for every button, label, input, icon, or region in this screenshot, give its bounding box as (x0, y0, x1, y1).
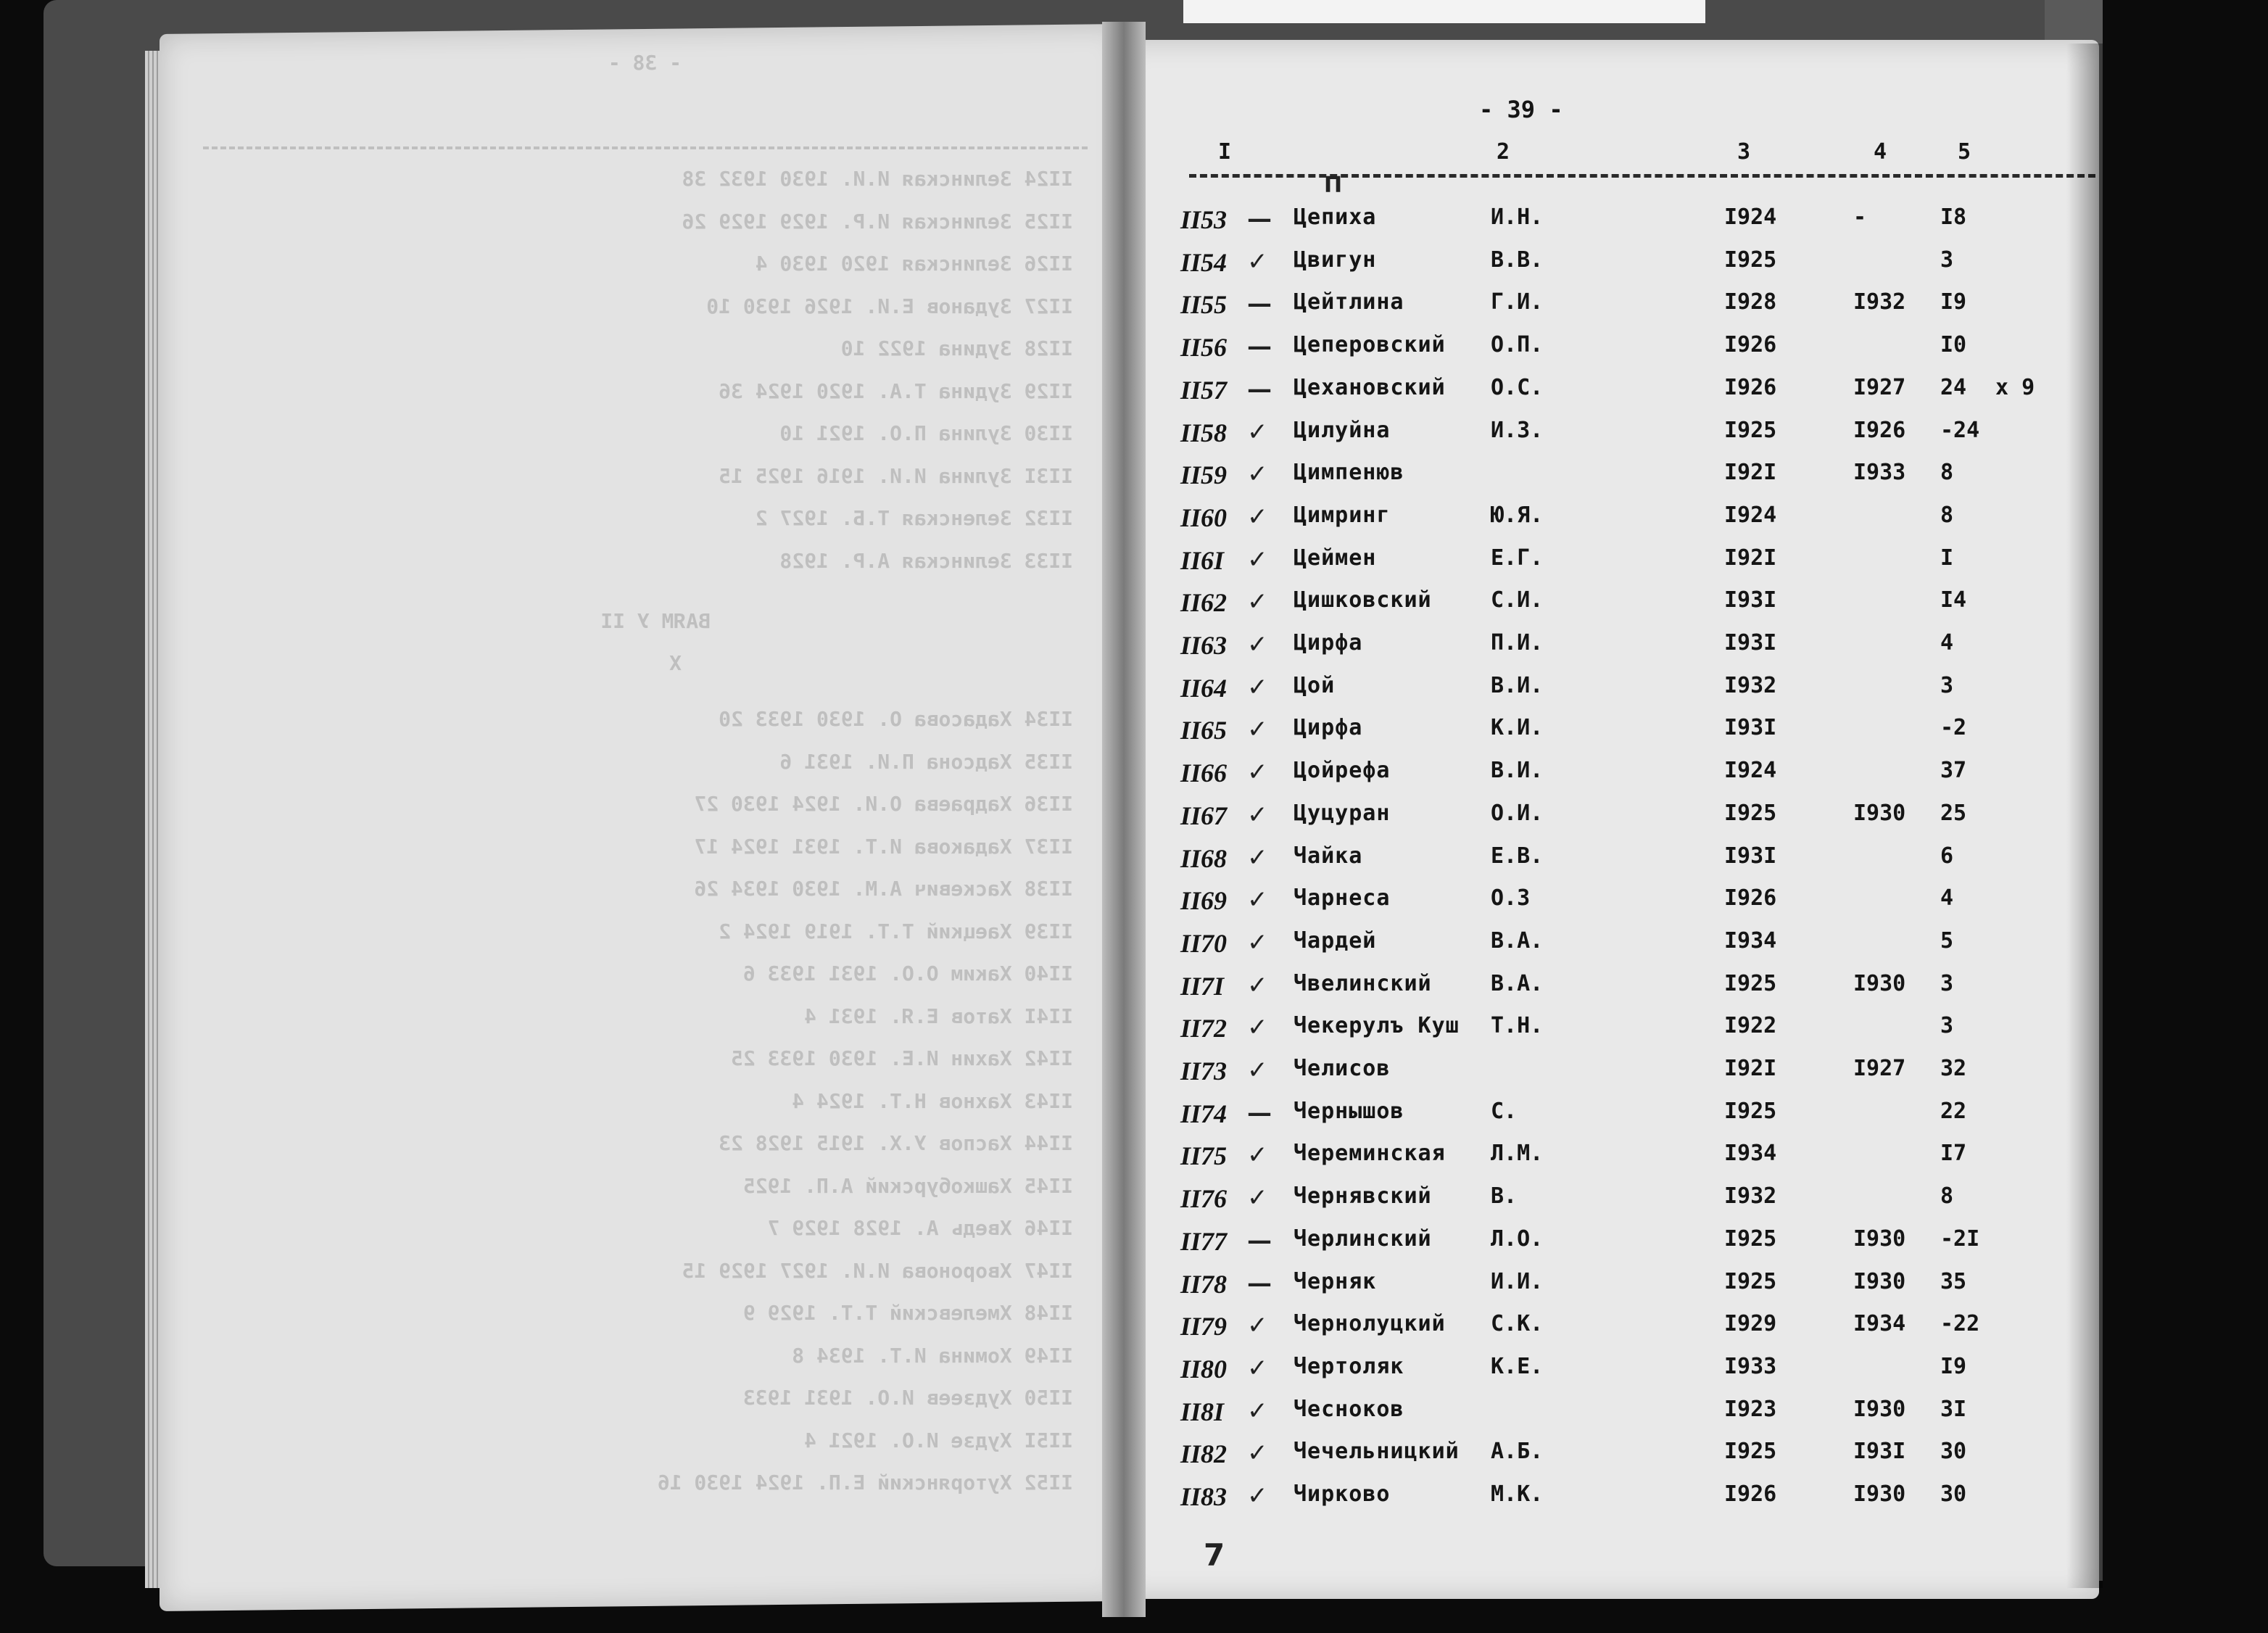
surname: Челисов (1294, 1056, 1391, 1081)
check-mark: ✓ (1247, 927, 1268, 957)
entry-number: II77 (1180, 1226, 1228, 1256)
year-col-4: I930 (1853, 1225, 1906, 1252)
surname: Чесноков (1294, 1396, 1404, 1422)
value-col-5: 37 (1940, 758, 1967, 784)
value-col-5: 4 (1940, 885, 1954, 911)
initials: С.К. (1491, 1311, 1544, 1337)
initials: Т.Н. (1491, 1013, 1544, 1039)
initials: Л.М. (1491, 1141, 1544, 1167)
value-col-5: 30 (1940, 1481, 1967, 1507)
ghost-line: II44 Хаспов У.Х. 1915 1928 23 (719, 1131, 1073, 1155)
initials: П.И. (1491, 630, 1544, 656)
year-col-4: I933 (1853, 460, 1906, 486)
surname: Чечельницкий (1294, 1439, 1460, 1465)
ledger-row (0, 630, 2268, 666)
column-header-1: I (1218, 139, 1232, 165)
ledger-row (0, 1354, 2268, 1390)
column-header-2: 2 (1497, 139, 1510, 165)
surname: Чернявский (1294, 1183, 1432, 1210)
check-mark: — (1247, 1268, 1272, 1298)
ghost-line: II28 Зудина 1922 10 (840, 336, 1073, 360)
ghost-line: II34 Хадасова О. 1930 1933 20 (719, 707, 1073, 731)
ledger-row (0, 1056, 2268, 1092)
ledger-row (0, 1481, 2268, 1518)
ghost-line: II38 Хаскевич А.М. 1930 1934 26 (694, 877, 1073, 901)
entry-number: II8I (1180, 1397, 1225, 1426)
surname: Цуцуран (1294, 800, 1391, 826)
check-mark: ✓ (1247, 545, 1268, 574)
check-mark: ✓ (1247, 758, 1268, 787)
check-mark: ✓ (1247, 1183, 1268, 1213)
ghost-line: II43 Хахнов Н.Т. 1924 4 (792, 1088, 1073, 1113)
initials: М.К. (1491, 1481, 1544, 1507)
value-col-5: 22 (1940, 1098, 1967, 1124)
year-col-4: I927 (1853, 1056, 1906, 1081)
check-mark: — (1247, 1098, 1272, 1128)
year-col-3: I926 (1724, 1481, 1777, 1507)
entry-number: II82 (1180, 1439, 1228, 1469)
year-col-3: I925 (1724, 970, 1777, 996)
initials: В.И. (1491, 758, 1544, 784)
entry-number: II70 (1180, 928, 1228, 958)
ledger-row (0, 503, 2268, 539)
ghost-line: II47 Хворонова И.И. 1927 1929 15 (682, 1258, 1073, 1283)
ledger-row (0, 1439, 2268, 1475)
check-mark: ✓ (1247, 247, 1268, 276)
initials: К.И. (1491, 715, 1544, 741)
initials: О.С. (1491, 374, 1544, 400)
value-col-5: 3I (1940, 1396, 1967, 1422)
ledger-row (0, 375, 2268, 411)
page-number: - 39 - (1479, 96, 1563, 123)
initials: В.В. (1491, 247, 1544, 273)
initials: О.П. (1491, 332, 1544, 358)
year-col-3: I924 (1724, 758, 1777, 784)
check-mark: — (1247, 289, 1272, 319)
ghost-line: II36 Хадраева О.И. 1924 1930 27 (694, 792, 1073, 816)
ledger-row (0, 801, 2268, 837)
year-col-3: I926 (1724, 885, 1777, 911)
value-col-5: -24 (1940, 417, 1980, 443)
ghost-line: II33 Зелинская А.Р. 1928 (779, 548, 1073, 573)
check-mark: ✓ (1247, 1439, 1268, 1468)
initials: Е.В. (1491, 843, 1544, 869)
value-col-5: I8 (1940, 204, 1967, 230)
ledger-row (0, 1226, 2268, 1262)
year-col-3: I92I (1724, 1056, 1777, 1081)
ghost-line: II42 Хахин И.Е. 1930 1933 25 (730, 1046, 1073, 1070)
surname: Цирфа (1294, 715, 1363, 741)
ledger-row (0, 587, 2268, 624)
check-mark: ✓ (1247, 1141, 1268, 1170)
surname: Чардей (1294, 927, 1377, 954)
check-mark: ✓ (1247, 800, 1268, 830)
value-col-5: 3 (1940, 1013, 1954, 1039)
handwritten-bottom-mark: 7 (1204, 1537, 1225, 1573)
value-col-5: 30 (1940, 1439, 1967, 1465)
surname: Цирфа (1294, 630, 1363, 656)
check-mark: ✓ (1247, 630, 1268, 659)
entry-number: II80 (1180, 1354, 1228, 1384)
ghost-line: II30 Зулина П.О. 1921 10 (779, 421, 1073, 445)
ghost-line: II48 Хмелевский Т.Т. 1929 9 (742, 1301, 1073, 1325)
check-mark: ✓ (1247, 460, 1268, 489)
value-col-5: 3 (1940, 672, 1954, 698)
ghost-line: II35 Хадсона П.И. 1931 6 (779, 749, 1073, 774)
value-col-5: I7 (1940, 1141, 1967, 1167)
handwritten-top-mark: П (1324, 173, 1343, 198)
ledger-row (0, 843, 2268, 880)
year-col-3: I925 (1724, 1268, 1777, 1294)
entry-number: II78 (1180, 1269, 1228, 1299)
ghost-line: II25 Зелинская И.Р. 1929 1929 26 (682, 209, 1073, 233)
surname: Цеймен (1294, 545, 1377, 571)
ghost-line: II39 Хаецкий Т.Т. 1919 1924 2 (719, 919, 1073, 943)
ledger-row (0, 545, 2268, 582)
column-header-5: 5 (1958, 139, 1971, 165)
initials: С.И. (1491, 587, 1544, 613)
year-col-4: I930 (1853, 1396, 1906, 1422)
value-col-5: 24 (1940, 374, 1967, 400)
extra-note: x 9 (1995, 374, 2035, 400)
value-col-5: I (1940, 545, 1954, 571)
surname: Чвелинский (1294, 970, 1432, 996)
ghost-line: II52 Хуторянский Е.П. 1924 1930 16 (657, 1471, 1073, 1494)
value-col-5: -2I (1940, 1225, 1980, 1252)
entry-number: II64 (1180, 673, 1228, 703)
check-mark: ✓ (1247, 885, 1268, 915)
year-col-4: I930 (1853, 800, 1906, 826)
year-col-3: I932 (1724, 672, 1777, 698)
entry-number: II66 (1180, 758, 1228, 788)
ledger-row (0, 1013, 2268, 1049)
ledger-row (0, 1183, 2268, 1220)
year-col-4: I932 (1853, 289, 1906, 315)
entry-number: II55 (1180, 290, 1228, 320)
check-mark: ✓ (1247, 1396, 1268, 1426)
surname: Цейтлина (1294, 289, 1404, 315)
initials: О.И. (1491, 800, 1544, 826)
check-mark: — (1247, 1225, 1272, 1255)
value-col-5: 3 (1940, 247, 1954, 273)
year-col-3: I924 (1724, 204, 1777, 230)
initials: В.И. (1491, 672, 1544, 698)
ledger-row (0, 204, 2268, 241)
surname: Черлинский (1294, 1225, 1432, 1252)
entry-number: II65 (1180, 716, 1228, 745)
entry-number: II57 (1180, 375, 1228, 405)
surname: Чайка (1294, 843, 1363, 869)
ledger-row (0, 1269, 2268, 1305)
year-col-3: I929 (1724, 1311, 1777, 1337)
year-col-3: I933 (1724, 1353, 1777, 1379)
entry-number: II83 (1180, 1482, 1228, 1511)
initials: А.Б. (1491, 1439, 1544, 1465)
value-col-5: 32 (1940, 1056, 1967, 1081)
year-col-3: I925 (1724, 1098, 1777, 1124)
initials: Г.И. (1491, 289, 1544, 315)
entry-number: II60 (1180, 503, 1228, 532)
ghost-line: II27 Зуданов Е.И. 1926 1930 10 (706, 294, 1073, 318)
ledger-row (0, 332, 2268, 368)
initials: В. (1491, 1183, 1518, 1210)
value-col-5: I0 (1940, 332, 1967, 358)
value-col-5: 25 (1940, 800, 1967, 826)
entry-number: II53 (1180, 205, 1228, 234)
entry-number: II6I (1180, 545, 1225, 575)
surname: Чернолуцкий (1294, 1311, 1446, 1337)
ledger-row (0, 1397, 2268, 1433)
year-col-3: I93I (1724, 715, 1777, 741)
surname: Цимпенюв (1294, 460, 1404, 486)
ghost-line: II40 Хаким О.О. 1931 1933 6 (742, 962, 1073, 985)
ghost-line: II4I Хатов Е.Я. 1931 4 (804, 1004, 1073, 1028)
ledger-row (0, 885, 2268, 922)
surname: Чирково (1294, 1481, 1391, 1507)
year-col-4: - (1853, 204, 1867, 230)
column-header-4: 4 (1874, 139, 1887, 165)
ghost-letter: Х (669, 651, 682, 675)
year-col-3: I922 (1724, 1013, 1777, 1039)
check-mark: ✓ (1247, 970, 1268, 1000)
year-col-4: I930 (1853, 970, 1906, 996)
entry-number: II69 (1180, 886, 1228, 916)
year-col-3: I93I (1724, 843, 1777, 869)
check-mark: ✓ (1247, 587, 1268, 617)
initials: Л.О. (1491, 1225, 1544, 1252)
entry-number: II72 (1180, 1014, 1228, 1043)
value-col-5: 8 (1940, 460, 1954, 486)
surname: Цой (1294, 672, 1336, 698)
initials: К.Е. (1491, 1353, 1544, 1379)
entry-number: II62 (1180, 588, 1228, 618)
check-mark: ✓ (1247, 715, 1268, 745)
check-mark: ✓ (1247, 1013, 1268, 1043)
value-col-5: 5 (1940, 927, 1954, 954)
ledger-row (0, 1141, 2268, 1177)
initials: В.А. (1491, 970, 1544, 996)
check-mark: — (1247, 332, 1272, 362)
entry-number: II58 (1180, 418, 1228, 447)
initials: Е.Г. (1491, 545, 1544, 571)
year-col-3: I934 (1724, 1141, 1777, 1167)
year-col-3: I925 (1724, 1225, 1777, 1252)
ledger-row (0, 460, 2268, 496)
initials: С. (1491, 1098, 1518, 1124)
entry-number: II67 (1180, 801, 1228, 830)
ghost-line: II37 Хадакова И.Т. 1931 1924 17 (694, 834, 1073, 859)
surname: Чернышов (1294, 1098, 1404, 1124)
check-mark: ✓ (1247, 502, 1268, 532)
check-mark: ✓ (1247, 672, 1268, 702)
surname: Чарнеса (1294, 885, 1391, 911)
ghost-line: II46 Хведь А. 1928 1929 7 (767, 1216, 1073, 1240)
entry-number: II73 (1180, 1057, 1228, 1086)
surname: Цимринг (1294, 502, 1391, 528)
value-col-5: 3 (1940, 970, 1954, 996)
column-header-3: 3 (1737, 139, 1751, 165)
value-col-5: -22 (1940, 1311, 1980, 1337)
year-col-4: I930 (1853, 1268, 1906, 1294)
check-mark: ✓ (1247, 1353, 1268, 1383)
check-mark: ✓ (1247, 1481, 1268, 1510)
check-mark: ✓ (1247, 1056, 1268, 1085)
ghost-heading: ВАЯМ У II (600, 609, 711, 633)
ghost-line: II32 Зеленская Т.Б. 1927 2 (755, 506, 1073, 530)
value-col-5: 6 (1940, 843, 1954, 869)
year-col-4: I927 (1853, 374, 1906, 400)
value-col-5: -2 (1940, 715, 1967, 741)
year-col-3: I925 (1724, 800, 1777, 826)
check-mark: ✓ (1247, 843, 1268, 872)
surname: Чекерулъ Куш (1294, 1013, 1460, 1039)
surname: Цеперовский (1294, 332, 1446, 358)
value-col-5: 4 (1940, 630, 1954, 656)
entry-number: II56 (1180, 333, 1228, 363)
value-col-5: I9 (1940, 289, 1967, 315)
ghost-line: II29 Зудина Т.А. 1920 1924 36 (719, 379, 1073, 403)
surname: Цвигун (1294, 247, 1377, 273)
year-col-3: I926 (1724, 374, 1777, 400)
ghost-line: II45 Хашкобурский А.П. 1925 (742, 1173, 1073, 1198)
page-shadow (2066, 44, 2103, 1588)
initials: О.З (1491, 885, 1531, 911)
year-col-3: I92I (1724, 460, 1777, 486)
ghost-line: II50 Худзеев И.О. 1931 1933 (742, 1386, 1073, 1410)
surname: Чертоляк (1294, 1353, 1404, 1379)
ledger-row (0, 1099, 2268, 1135)
ledger-row (0, 928, 2268, 964)
initials: И.И. (1491, 1268, 1544, 1294)
surname: Цепиха (1294, 204, 1377, 230)
ghost-line: II49 Хомина И.Т. 1934 8 (792, 1343, 1073, 1368)
year-col-3: I923 (1724, 1396, 1777, 1422)
entry-number: II7I (1180, 971, 1225, 1001)
value-col-5: I9 (1940, 1353, 1967, 1379)
year-col-4: I93I (1853, 1439, 1906, 1465)
year-col-4: I926 (1853, 417, 1906, 443)
value-col-5: I4 (1940, 587, 1967, 613)
surname: Цойрефа (1294, 758, 1391, 784)
year-col-3: I925 (1724, 247, 1777, 273)
year-col-3: I928 (1724, 289, 1777, 315)
ledger-row (0, 289, 2268, 326)
check-mark: — (1247, 374, 1272, 404)
year-col-3: I932 (1724, 1183, 1777, 1210)
year-col-3: I925 (1724, 1439, 1777, 1465)
value-col-5: 8 (1940, 1183, 1954, 1210)
ghost-line: II3I Зулина И.И. 1916 1925 15 (719, 463, 1073, 488)
value-col-5: 35 (1940, 1268, 1967, 1294)
year-col-3: I924 (1724, 502, 1777, 528)
ledger-row (0, 247, 2268, 284)
initials: Ю.Я. (1491, 502, 1544, 528)
entry-number: II75 (1180, 1141, 1228, 1171)
year-col-3: I93I (1724, 587, 1777, 613)
ledger-row (0, 971, 2268, 1007)
year-col-3: I925 (1724, 417, 1777, 443)
entry-number: II68 (1180, 843, 1228, 873)
ledger-row (0, 758, 2268, 794)
entry-number: II74 (1180, 1099, 1228, 1128)
surname: Черняк (1294, 1268, 1377, 1294)
ghost-line: II26 Зелинская 1920 1930 4 (755, 252, 1073, 276)
ledger-row (0, 715, 2268, 751)
check-mark: ✓ (1247, 1311, 1268, 1341)
year-col-3: I926 (1724, 332, 1777, 358)
year-col-3: I934 (1724, 927, 1777, 954)
year-col-3: I92I (1724, 545, 1777, 571)
ghost-line: II5I Худзе И.О. 1921 4 (804, 1428, 1073, 1452)
year-col-4: I934 (1853, 1311, 1906, 1337)
entry-number: II59 (1180, 460, 1228, 490)
check-mark: ✓ (1247, 417, 1268, 447)
entry-number: II76 (1180, 1184, 1228, 1214)
check-mark: — (1247, 204, 1272, 233)
surname: Цишковский (1294, 587, 1432, 613)
year-col-4: I930 (1853, 1481, 1906, 1507)
ghost-page-number: - 38 - (608, 51, 682, 75)
value-col-5: 8 (1940, 502, 1954, 528)
initials: В.А. (1491, 927, 1544, 954)
ledger-row (0, 1311, 2268, 1347)
initials: И.З. (1491, 417, 1544, 443)
entry-number: II79 (1180, 1312, 1228, 1341)
entry-number: II54 (1180, 247, 1228, 277)
surname: Череминская (1294, 1141, 1446, 1167)
year-col-3: I93I (1724, 630, 1777, 656)
surname: Цилуйна (1294, 417, 1391, 443)
surname: Цехановский (1294, 374, 1446, 400)
entry-number: II63 (1180, 631, 1228, 660)
ledger-row (0, 418, 2268, 454)
initials: И.Н. (1491, 204, 1544, 230)
ledger-row (0, 673, 2268, 709)
ghost-line: II24 Зелинская И.И. 1930 1932 38 (682, 167, 1073, 191)
